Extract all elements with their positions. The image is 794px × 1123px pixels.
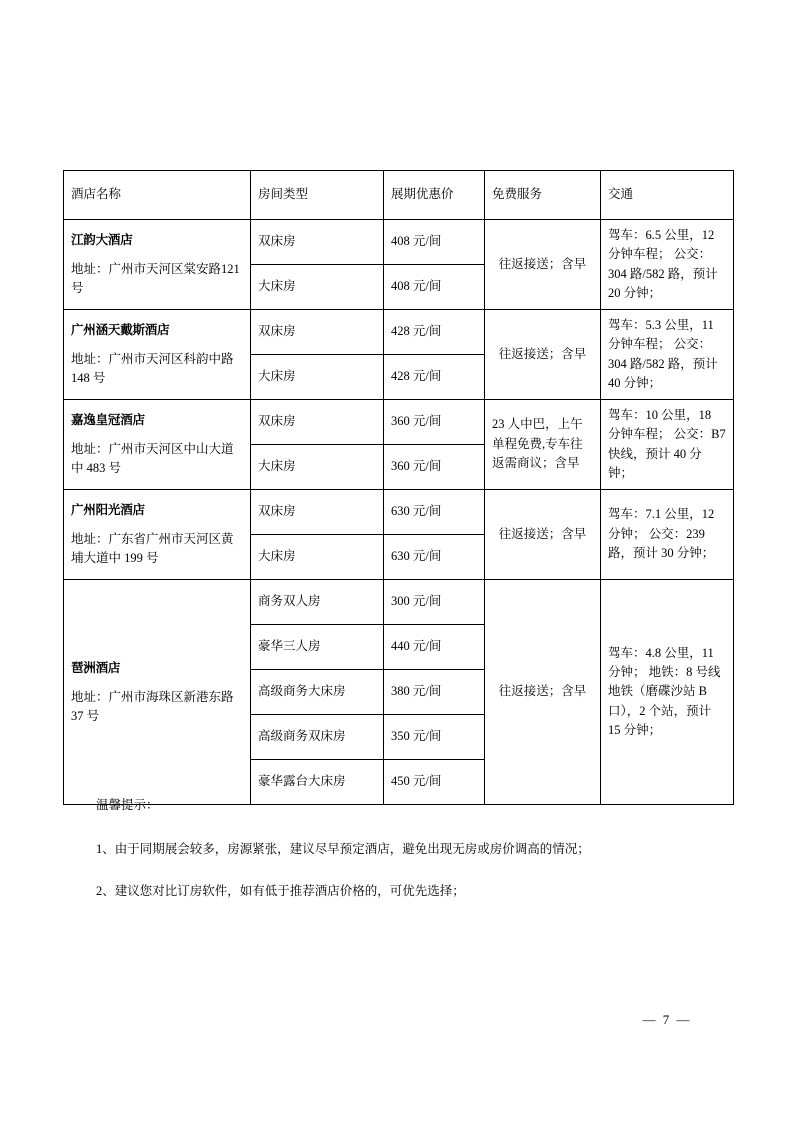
column-header-transport: 交通 <box>601 171 734 220</box>
room-price-cell: 630 元/间 <box>384 490 485 535</box>
room-type-cell: 豪华露台大床房 <box>251 760 384 805</box>
hotel-name: 嘉逸皇冠酒店 <box>71 413 145 428</box>
table-header-row <box>64 171 734 220</box>
room-type-cell: 商务双人房 <box>251 580 384 625</box>
room-price-cell: 360 元/间 <box>384 400 485 445</box>
hotel-name-cell <box>64 220 251 310</box>
room-price-cell: 360 元/间 <box>384 445 485 490</box>
room-type-cell: 高级商务双床房 <box>251 715 384 760</box>
table-row <box>64 580 734 625</box>
hotel-name: 琶洲酒店 <box>71 660 121 675</box>
note-item-1: 1、由于同期展会较多，房源紧张，建议尽早预定酒店，避免出现无房或房价调高的情况； <box>96 842 590 856</box>
room-type-cell: 高级商务大床房 <box>251 670 384 715</box>
table-body <box>64 220 734 805</box>
column-header-free-service: 免费服务 <box>485 171 601 220</box>
room-price-cell: 408 元/间 <box>384 265 485 310</box>
room-type-cell: 双床房 <box>251 400 384 445</box>
hotel-address: 地址：广州市天河区科韵中路148 号 <box>71 352 234 386</box>
transport-cell: 驾车：10 公里，18 分钟车程； 公交：B7 快线，预计 40 分钟； <box>601 400 734 490</box>
hotel-name-cell <box>64 580 251 805</box>
free-service-cell: 往返接送；含早 <box>485 490 601 580</box>
hotel-name: 江韵大酒店 <box>71 233 133 248</box>
notes-title: 温馨提示： <box>96 798 159 812</box>
transport-cell: 驾车：7.1 公里，12 分钟； 公交：239 路，预计 30 分钟； <box>601 490 734 580</box>
transport-cell: 驾车：6.5 公里，12 分钟车程； 公交：304 路/582 路，预计 20 分钟； <box>601 220 734 310</box>
room-type-cell: 大床房 <box>251 535 384 580</box>
table-header <box>64 171 734 220</box>
transport-cell: 驾车：4.8 公里，11 分钟； 地铁：8 号线地铁（磨碟沙站 B 口），2 个站，预计 15 分钟； <box>601 580 734 805</box>
room-type-cell: 大床房 <box>251 445 384 490</box>
room-type-cell: 大床房 <box>251 355 384 400</box>
hotel-name-cell <box>64 490 251 580</box>
free-service-cell: 往返接送；含早 <box>485 310 601 400</box>
room-price-cell: 450 元/间 <box>384 760 485 805</box>
hotel-name: 广州涵天戴斯酒店 <box>71 323 170 338</box>
room-type-cell: 双床房 <box>251 310 384 355</box>
room-price-cell: 428 元/间 <box>384 310 485 355</box>
free-service-cell: 往返接送；含早 <box>485 220 601 310</box>
hotel-address: 地址：广东省广州市天河区黄埔大道中 199 号 <box>71 532 234 566</box>
room-price-cell: 630 元/间 <box>384 535 485 580</box>
hotel-address: 地址：广州市海珠区新港东路37 号 <box>71 689 234 723</box>
room-price-cell: 440 元/间 <box>384 625 485 670</box>
notes-section <box>96 795 716 923</box>
room-price-cell: 350 元/间 <box>384 715 485 760</box>
room-price-cell: 300 元/间 <box>384 580 485 625</box>
table-row <box>64 310 734 355</box>
hotel-price-table <box>63 170 734 805</box>
page-footer <box>0 1012 794 1028</box>
room-type-cell: 双床房 <box>251 220 384 265</box>
transport-cell: 驾车：5.3 公里，11 分钟车程； 公交：304 路/582 路，预计 40 分钟； <box>601 310 734 400</box>
table-row <box>64 220 734 265</box>
column-header-hotel-name: 酒店名称 <box>64 171 251 220</box>
room-type-cell: 豪华三人房 <box>251 625 384 670</box>
table-row <box>64 490 734 535</box>
column-header-room-type: 房间类型 <box>251 171 384 220</box>
room-price-cell: 428 元/间 <box>384 355 485 400</box>
hotel-name-cell <box>64 400 251 490</box>
room-price-cell: 408 元/间 <box>384 220 485 265</box>
free-service-cell: 往返接送；含早 <box>485 580 601 805</box>
free-service-cell: 23 人中巴，上午单程免费,专车往返需商议；含早 <box>485 400 601 490</box>
hotel-name-cell <box>64 310 251 400</box>
table-row <box>64 400 734 445</box>
room-type-cell: 大床房 <box>251 265 384 310</box>
room-price-cell: 380 元/间 <box>384 670 485 715</box>
column-header-price: 展期优惠价 <box>384 171 485 220</box>
room-type-cell: 双床房 <box>251 490 384 535</box>
note-item-2: 2、建议您对比订房软件，如有低于推荐酒店价格的，可优先选择； <box>96 884 465 898</box>
page-number: — 7 — <box>642 1012 692 1027</box>
hotel-address: 地址：广州市天河区棠安路121 号 <box>71 262 240 296</box>
hotel-name: 广州阳光酒店 <box>71 503 145 518</box>
hotel-address: 地址：广州市天河区中山大道中 483 号 <box>71 442 234 476</box>
